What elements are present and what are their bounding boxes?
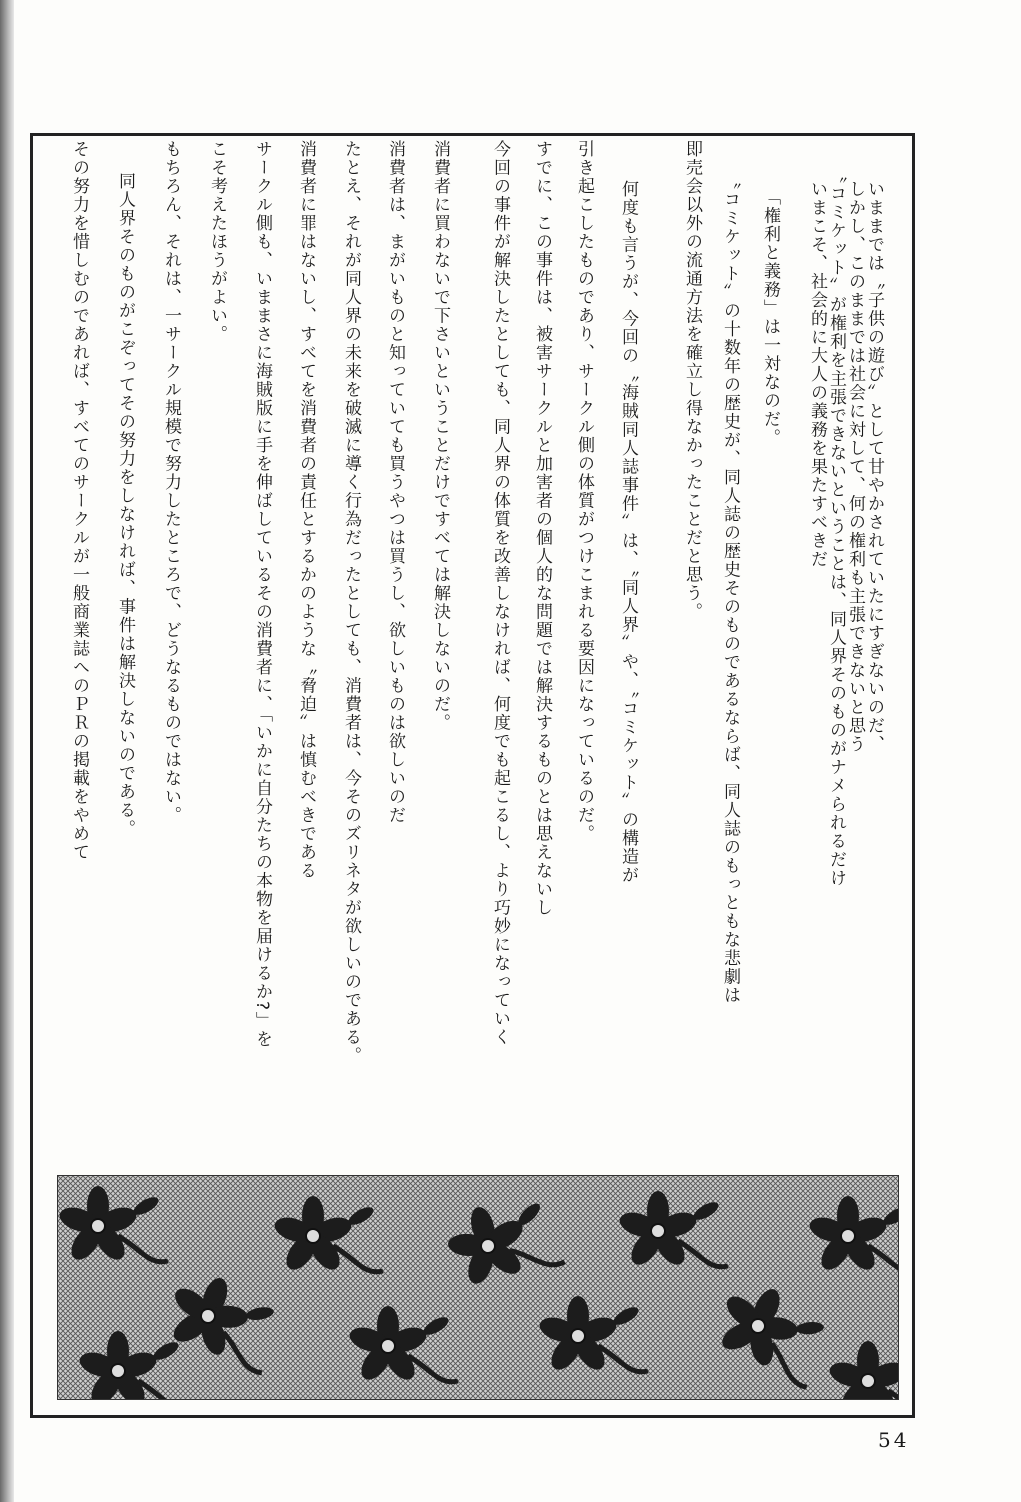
text-column: 消費者に罪はないし、すべてを消費者の責任とするかのような〝脅迫〟は慎むべきである [296, 140, 316, 880]
page-number: 54 [878, 1428, 910, 1452]
text-column: 〝コミケット〟が権利を主張できないということは、同人界そのものがナメられるだけ [826, 166, 846, 888]
text-column: しかし、このままでは社会に対して、何の権利も主張できないと思う [845, 180, 865, 754]
text-column: サークル側も、いままさに海賊版に手を伸ばしているその消費者に、「いかに自分たちの本物を届けるか?」を [252, 140, 272, 1049]
text-column: 消費者は、まがいものと知っていても買うやつは買うし、欲しいものは欲しいのだ [385, 140, 405, 825]
text-column: 今回の事件が解決したとしても、同人界の体質を改善しなければ、何度でも起こるし、より巧妙になっていく [490, 140, 510, 1047]
text-column: 即売会以外の流通方法を確立し得なかったことだと思う。 [682, 140, 702, 621]
text-column: いまこそ、社会的に大人の義務を果たすべきだ [807, 180, 827, 569]
lace-pattern-decoration [57, 1175, 899, 1400]
text-column: 消費者に買わないで下さいということだけですべては解決しないのだ。 [430, 140, 450, 732]
text-column: 「権利と義務」は一対なのだ。 [760, 188, 780, 447]
text-column: いままでは〝子供の遊び〟として甘やかされていたにすぎないのだ、 [864, 180, 884, 754]
scan-edge-shadow [0, 0, 14, 1502]
text-column: こそ考えたほうがよい。 [207, 140, 227, 344]
lace-flower-illustration [58, 1176, 898, 1399]
text-column: その努力を惜しむのであれば、すべてのサークルが一般商業誌へのＰＲの掲載をやめて [69, 140, 89, 862]
text-column: 何度も言うが、今回の〝海賊同人誌事件〟は、〝同人界〟や、〝コミケット〟の構造が [618, 180, 638, 885]
text-column: 引き起こしたものであり、サークル側の体質がつけこまれる要因になっているのだ。 [574, 140, 594, 843]
text-column: たとえ、それが同人界の未来を破滅に導く行為だったとしても、消費者は、今そのズリネタが欲しいのである。 [341, 140, 361, 1065]
text-column: 同人界そのものがこぞってその努力をしなければ、事件は解決しないのである。 [115, 172, 135, 838]
text-column: もちろん、それは、一サークル規模で努力したところで、どうなるものではない。 [161, 140, 181, 825]
text-column: すでに、この事件は、被害サークルと加害者の個人的な問題では解決するものとは思えないし [532, 140, 552, 917]
text-column: 〝コミケット〟の十数年の歴史が、同人誌の歴史そのものであるならば、同人誌のもっともな悲劇は [720, 172, 740, 1005]
